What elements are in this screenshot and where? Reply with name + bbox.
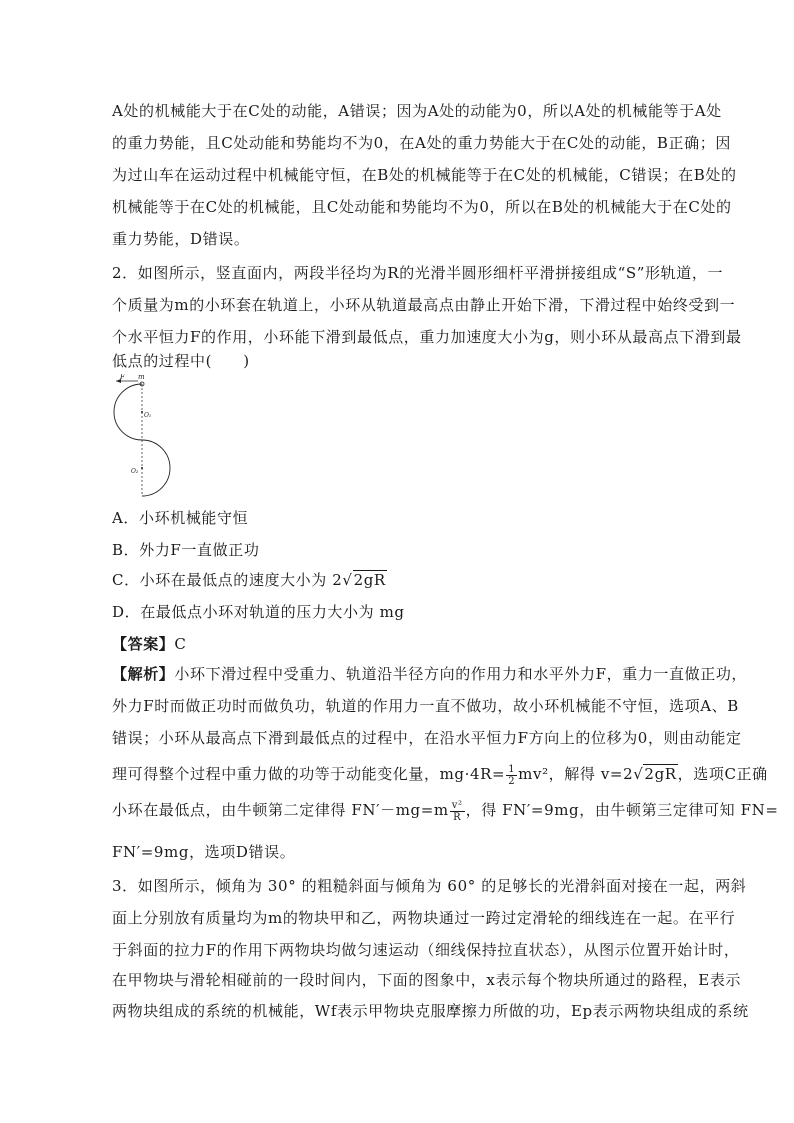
fraction-v2-r [450, 800, 465, 823]
analysis-text: mv²，解得 v=2 [518, 765, 634, 783]
label-o2: O₂ [131, 468, 139, 475]
question-2-text: 个质量为m的小环套在轨道上，小环从轨道最高点由静止开始下滑，下滑过程中始终受到一 [112, 296, 736, 314]
analysis-line: FN′=9mg，选项D错误。 [112, 843, 296, 861]
label-o1: O₁ [144, 412, 152, 419]
center-o1 [141, 411, 143, 413]
option-d: D．在最低点小环对轨道的压力大小为 mg [112, 603, 405, 621]
question-2-text: 个水平恒力F的作用，小环能下滑到最低点，重力加速度大小为g，则小环从最高点下滑到最 [112, 328, 742, 346]
analysis-text: 理可得整个过程中重力做的功等于动能变化量，mg·4R= [112, 765, 506, 783]
option-a: A．小环机械能守恒 [112, 509, 249, 527]
question-3-text: 在甲物块与滑轮相碰前的一段时间内，下面的图象中，x表示每个物块所通过的路程，E表示 [112, 971, 742, 989]
text-line: 机械能等于在C处的机械能，且C处动能和势能均不为0，所以在B处的机械能大于在C处的 [112, 198, 732, 216]
analysis-line: 错误；小环从最高点下滑到最低点的过程中，在沿水平恒力F方向上的位移为0，则由动能定 [112, 729, 742, 747]
analysis-line [112, 664, 747, 684]
lower-semicircle [142, 440, 170, 496]
option-b: B．外力F一直做正功 [112, 541, 260, 559]
analysis-label: 【解析】 [112, 665, 175, 683]
question-2-text: 2．如图所示，竖直面内，两段半径均为R的光滑半圆形细杆平滑拼接组成“S”形轨道，一 [112, 264, 724, 282]
label-m: m [138, 374, 145, 381]
center-o2 [141, 467, 143, 469]
answer [112, 634, 186, 654]
question-2-text: 低点的过程中( ) [112, 352, 250, 370]
question-3-text: 面上分别放有质量均为m的物块甲和乙，两物块通过一跨过定滑轮的细线连在一起。在平行 [112, 909, 736, 927]
fraction-half [506, 764, 517, 787]
s-track-figure [112, 374, 182, 502]
fraction-numerator: v² [451, 799, 463, 811]
analysis-line: 外力F时而做正功时而做负功，轨道的作用力一直不做功，故小环机械能不守恒，选项A、B [112, 697, 739, 715]
text-line: A处的机械能大于在C处的动能，A错误；因为A处的动能为0，所以A处的机械能等于A处 [112, 102, 722, 120]
answer-value: C [174, 635, 187, 653]
option-c-radicand: 2gR [353, 571, 386, 589]
question-3-text: 于斜面的拉力F的作用下两物块均做匀速运动（细线保持拉直状态），从图示位置开始计时， [112, 941, 740, 959]
option-c-text: C．小环在最低点的速度大小为 2 [112, 571, 343, 589]
upper-semicircle [114, 384, 142, 440]
answer-label: 【答案】 [112, 635, 175, 653]
option-c: C．小环在最低点的速度大小为 2√2gR [112, 571, 386, 589]
question-3-text: 两物块组成的系统的机械能，Wf表示甲物块克服摩擦力所做的功，Ep表示两物块组成的系统 [112, 1002, 749, 1020]
text-line: 的重力势能，且C处动能和势能均不为0，在A处的重力势能大于在C处的动能，B正确；因 [112, 134, 731, 152]
analysis-line [112, 796, 779, 824]
text-line: 重力势能，D错误。 [112, 230, 250, 248]
fraction-denominator: R [453, 811, 462, 823]
text-line: 为过山车在运动过程中机械能守恒，在B处的机械能等于在C处的机械能，C错误；在B处的 [112, 166, 737, 184]
analysis-text: 小环在最低点，由牛顿第二定律得 FN′－mg=m [112, 801, 449, 819]
analysis-text: 小环下滑过程中受重力、轨道沿半径方向的作用力和水平外力F，重力一直做正功， [174, 665, 748, 683]
fraction-denominator: 2 [508, 775, 516, 787]
analysis-text: ，选项C正确 [677, 765, 768, 783]
fraction-numerator: 1 [508, 763, 516, 775]
analysis-text: ，得 FN′=9mg，由牛顿第三定律可知 FN= [465, 801, 779, 819]
analysis-line: 理可得整个过程中重力做的功等于动能变化量，mg·4R= $\frac{1}{2}$ mv²，解得 v=2√2gR，选项C正确 [112, 763, 768, 787]
question-3-text: 3．如图所示，倾角为 30° 的粗糙斜面与倾角为 60° 的足够长的光滑斜面对接在一起，两斜 [112, 877, 747, 895]
radicand: 2gR [644, 765, 677, 783]
label-f: F [120, 374, 125, 381]
